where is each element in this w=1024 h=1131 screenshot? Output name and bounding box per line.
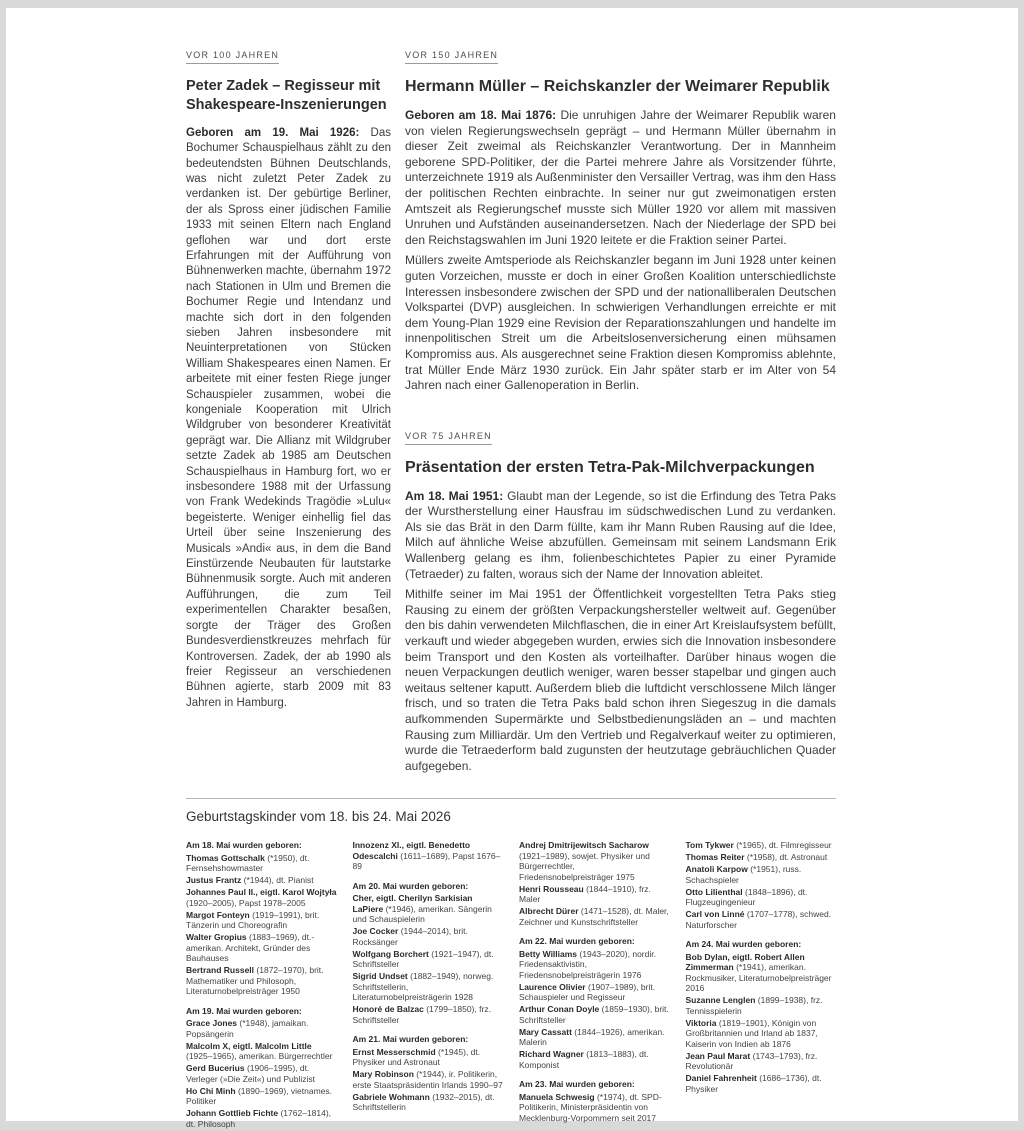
birthday-entry-details: (1944–2014), brit. Rocksänger [352, 926, 468, 947]
article-tetra-pak [405, 426, 836, 775]
birthday-entry-name: Andrej Dmitrijewitsch Sacharow [519, 840, 649, 851]
article-text: Das Bochumer Schauspielhaus zählt zu den bedeutendsten Bühnen Deutschlands, was nicht zuletzt Peter Zadek zu verdanken ist. Der gebürtige Berliner, der als Spross einer jüdischen Familie 1933 mit seinen Eltern nach England geflohen war und dort erste Erfahrungen mit der Aufführung von Bühnenwerken machte, übernahm 1972 nach Stationen in Ulm und Bremen die Bochumer Regie und Intendanz und machte sich dort in den folgenden sieben Jahren insbesondere mit Neuinterpretationen von Stücken William Shakespeares einen Namen. Er arbeitete mit einer festen Riege junger Schauspieler zusammen, wobei die kongeniale Kooperation mit Ulrich Wildgruber von besonderer Kreativität geprägt war. Die Allianz mit Wildgruber setzte Zadek ab 1985 am Deutschen Schauspielhaus in Hamburg fort, wo er insbesondere 1988 mit der Urfassung von Frank Wedekinds Tragödie »Lulu« begeisterte. Weniger einhellig fiel das Urteil über seine Inszenierung des Musicals »Andi« aus, in dem die Band Einstürzende Neubauten für lautstarke Bühnenmusik sorgte. Auch mit anderen Aufführungen, die zum Teil experimentellen Charakter besaßen, sorgte der Träger des Großen Bundesverdienstkreuzes mehrfach für Kontroversen. Zadek, der ab 1990 als freier Regisseur an verschiedenen Bühnen agierte, starb 2009 mit 83 Jahren in Hamburg. [186, 126, 391, 709]
birthday-entry-name: Otto Lilienthal [685, 886, 743, 897]
birthday-entry-details: (1906–1995), dt. Verleger (»Die Zeit«) und Publizist [186, 1063, 315, 1084]
article-hermann-mueller [405, 45, 836, 394]
birthday-entry [686, 887, 837, 908]
birthday-entry-details: (1799–1850), frz. Schriftsteller [352, 1004, 491, 1025]
birthday-entry-details: (1872–1970), brit. Mathematiker und Philosoph, Literaturnobelpreisträger 1950 [186, 965, 324, 997]
birthday-entry [186, 1041, 337, 1062]
birthdays-section [186, 798, 836, 1131]
birthday-entry-details: (*1951), russ. Schachspieler [685, 864, 802, 885]
birthday-date-header: Am 22. Mai wurden geboren: [519, 936, 635, 947]
birthday-date-header: Am 20. Mai wurden geboren: [352, 880, 469, 891]
article-paragraph: Mithilfe seiner im Mai 1951 der Öffentlichkeit vorgestellten Tetra Paks stieg Rausing zu einem der größten Verpackungshersteller weltweit auf. Gegenüber den bis dahin verwendeten Milchflaschen, die in einer Art Kreislaufsystem befüllt, verkauft und wieder abgegeben wurden, erwies sich die Innovation insbesondere beim Transport und den Kosten als vorteilhafter. Darüber hinaus wogen die neuen Verpackungen deutlich weniger, waren besser stapelbar und gingen auch weitaus seltener kaputt. Außerdem blieb die luftdicht verschlossene Milch länger frisch, und so traten die Tetra Paks bald schon ihren Siegeszug in die damals aufkommenden Supermärkte und Selbstbedienungsläden an – und machten Rausing zum Milliardär. Um den Vertrieb und Regalverkauf weiter zu optimieren, wurde die Tetraederform bald zugunsten der heutzutage gebräuchlichen Quader aufgegeben. [405, 587, 836, 773]
articles-section [186, 45, 836, 774]
right-column [405, 45, 836, 774]
birthday-entry-details: (1611–1689), Papst 1676–89 [352, 850, 501, 872]
birthday-entry-details: (*1944), ir. Politikerin, erste Staatspräsidentin Irlands 1990–97 [352, 1069, 503, 1090]
birthday-entry-name: Tom Tykwer [685, 840, 734, 851]
birthday-entry-details: (*1948), jamaikan. Popsängerin [186, 1018, 309, 1039]
article-title-tetrapak: Präsentation der ersten Tetra-Pak-Milchverpackungen [405, 458, 815, 476]
birthday-entry [353, 1092, 504, 1113]
birthday-columns [186, 840, 836, 1131]
birthday-entry-details: (*1958), dt. Astronaut [746, 852, 828, 863]
birthday-entry [186, 1086, 337, 1107]
birthday-entry-name: Sigrid Undset [352, 971, 408, 982]
birthday-entry-details: (1883–1969), dt.-amerikan. Architekt, Gründer des Bauhauses [186, 932, 315, 964]
birthday-date-header: Am 24. Mai wurden geboren: [685, 939, 802, 950]
birthday-entry [353, 971, 504, 1003]
birthday-entry-details: (1859–1930), brit. Schriftsteller [519, 1004, 669, 1025]
birthday-entry-details: (*1950), dt. Fernsehshowmaster [186, 852, 310, 874]
kicker-vor-100-jahren: VOR 100 JAHREN [186, 50, 279, 64]
birthday-entry-name: Laurence Olivier [519, 981, 586, 992]
birthday-entry-name: Betty Williams [519, 948, 578, 959]
birthday-entry [519, 1027, 670, 1048]
birthday-entry-name: Daniel Fahrenheit [685, 1073, 757, 1084]
kicker-vor-75-jahren: VOR 75 JAHREN [405, 431, 492, 445]
birthday-entry-name: Malcolm X, eigtl. Malcolm Little [186, 1040, 312, 1051]
birthday-column [519, 840, 670, 1131]
birthday-entry-name: Mary Cassatt [519, 1026, 572, 1037]
article-lead-date: Geboren am 18. Mai 1876: [405, 108, 557, 122]
birthday-entry-name: Bertrand Russell [186, 965, 255, 976]
birthday-entry [519, 1049, 670, 1070]
birthday-entry-details: (*1944), dt. Pianist [243, 875, 314, 886]
birthday-entry-details: (1844–1926), amerikan. Malerin [519, 1026, 665, 1048]
birthday-entry [353, 1047, 504, 1068]
birthday-entry-name: Grace Jones [186, 1018, 238, 1029]
birthday-entry [186, 910, 337, 931]
birthday-entry [353, 949, 504, 970]
birthday-entry-details: (1899–1938), frz. Tennisspielerin [685, 995, 823, 1016]
section-divider [186, 798, 836, 799]
birthday-entry-details: (*1945), dt. Physiker und Astronaut [352, 1046, 481, 1068]
birthday-entry-details: (1907–1989), brit. Schauspieler und Regisseur [519, 981, 656, 1003]
birthday-entry [686, 952, 837, 994]
birthday-column [686, 840, 837, 1131]
article-paragraph [405, 489, 836, 583]
birthday-entry [353, 1004, 504, 1025]
birthday-entry [686, 1073, 837, 1094]
birthday-entry-name: Mary Robinson [352, 1069, 414, 1080]
article-text: Glaubt man der Legende, so ist die Erfindung des Tetra Paks der Wurstherstellung einer Hausfrau im südschwedischen Lund zu verdanken. Als sie das Brät in den Darm füllte, kam ihr Mann Ruben Rausing auf die Idee, Milch auf ähnliche Weise abzufüllen. Gemeinsam mit seinem Landsmann Erik Wallenberg gelang es ihm, folienbeschichtetes Papier zu einer Pyramide (Tetraeder) zu falten, woraus sich der Name der Innovation ableitet. [405, 488, 837, 581]
birthday-entry [686, 840, 837, 851]
birthday-entry-name: Gerd Bucerius [186, 1063, 245, 1074]
birthday-entry-details: (1471–1528), dt. Maler, Zeichner und Kunstschriftsteller [519, 906, 669, 927]
birthday-entry-name: Viktoria [685, 1017, 717, 1028]
birthday-entry-name: Richard Wagner [519, 1049, 584, 1060]
birthday-entry [686, 995, 837, 1016]
birthday-entry-details: (*1941), amerikan. Rockmusiker, Literaturnobelpreisträger 2016 [685, 962, 832, 994]
page-content [6, 8, 1018, 1131]
article-title-zadek: Peter Zadek – Regisseur mit Shakespeare-Inszenierungen [186, 78, 387, 113]
article-peter-zadek [186, 45, 391, 774]
article-paragraph: Müllers zweite Amtsperiode als Reichskanzler begann im Juni 1928 unter keinen guten Vorzeichen, musste er doch in einer Großen Koalition unterschiedlichste Interessen insbesondere zwischen der SPD und der nationalliberalen Deutschen Volkspartei (DVP) ausgleichen. In schwierigen Verhandlungen erreichte er mit dem Young-Plan 1929 eine Revision der Reparationszahlungen und handelte im innenpolitischen Streit um die Arbeitslosenversicherung einen mühsamen Kompromiss aus. Als ausgerechnet seine Fraktion diesen Kompromiss ablehnte, trat Müller Ende März 1930 zurück. Ein Jahr später starb er im Alter von 54 Jahren nach einer Gallenoperation in Berlin. [405, 253, 836, 393]
birthday-entry-details: (1882–1949), norweg. Schriftstellerin, Literaturnobelpreisträgerin 1928 [352, 971, 494, 1003]
birthday-entry [519, 949, 670, 981]
birthday-column [353, 840, 504, 1131]
birthday-entry [686, 1051, 837, 1072]
birthday-entry-name: Suzanne Lenglen [685, 995, 756, 1006]
calendar-page [6, 8, 1018, 1129]
birthday-entry-name: Johann Gottlieb Fichte [186, 1108, 279, 1119]
birthday-entry-details: (1762–1814), dt. Philosoph [186, 1108, 332, 1129]
birthday-entry-name: Henri Rousseau [519, 883, 584, 894]
birthday-entry [519, 906, 670, 927]
birthday-entry-details: (1813–1883), dt. Komponist [519, 1049, 649, 1070]
birthday-entry [186, 887, 337, 908]
birthday-entry-details: (1919–1991), brit. Tänzerin und Choreografin [186, 909, 320, 931]
birthday-entry-name: Thomas Reiter [685, 852, 745, 863]
birthday-entry [186, 965, 337, 997]
birthday-entry [686, 1018, 837, 1050]
birthday-entry-details: (*1946), amerikan. Sängerin und Schauspielerin [352, 903, 492, 925]
birthday-entry [353, 1069, 504, 1090]
birthday-entry-details: (1743–1793), frz. Revolutionär [685, 1050, 818, 1072]
birthday-entry-details: (1890–1969), vietnames. Politiker [186, 1085, 332, 1107]
birthday-entry-details: (1686–1736), dt. Physiker [685, 1073, 822, 1094]
birthday-entry-details: (1819–1901), Königin von Großbritannien und Irland ab 1837, Kaiserin von Indien ab 1876 [685, 1017, 818, 1049]
birthday-entry-name: Ernst Messerschmid [352, 1046, 436, 1057]
birthday-entry [353, 893, 504, 925]
birthday-date-header: Am 23. Mai wurden geboren: [519, 1079, 635, 1090]
article-lead-date: Geboren am 19. Mai 1926: [186, 126, 360, 139]
birthday-entry [519, 840, 670, 882]
birthday-entry-name: Manuela Schwesig [519, 1091, 595, 1102]
article-text: Die unruhigen Jahre der Weimarer Republik waren von vielen Regierungswechseln geprägt – und Hermann Müller übernahm in dieser Zeit zweimal als Reichskanzler Verantwortung. Der in Mannheim geborene SPD-Politiker, der die Partei mehrere Jahre als Vorsitzender führte, unterzeichnete 1919 als Außenminister den Versailler Vertrag, was ihm den Hass der politischen Rechten einbrachte. In seiner nur gut zweimonatigen ersten Amtszeit als Regierungschef musste sich Müller 1920 vor allem mit massiven Unruhen und Aufständen auseinandersetzen. Nach der Niederlage der SPD bei den Reichstagswahlen im Juni 1920 leitete er die Fraktion seiner Partei. [405, 108, 836, 247]
birthday-entry [353, 926, 504, 947]
article-lead-date: Am 18. Mai 1951: [405, 488, 504, 503]
birthday-entry [353, 840, 504, 872]
birthdays-heading: Geburtstagskinder vom 18. bis 24. Mai 2026 [186, 809, 451, 825]
birthday-entry-details: (1707–1778), schwed. Naturforscher [685, 909, 832, 930]
birthday-entry-details: (1848–1896), dt. Flugzeugingenieur [685, 886, 808, 908]
birthday-entry-details: (1932–2015), dt. Schriftstellerin [352, 1091, 495, 1113]
article-title-mueller: Hermann Müller – Reichskanzler der Weimarer Republik [405, 78, 830, 95]
birthday-entry-name: Thomas Gottschalk [186, 852, 265, 863]
birthday-entry-details: (1921–1989), sowjet. Physiker und Bürgerrechtler, Friedensnobelpreisträger 1975 [519, 850, 650, 882]
birthday-entry [686, 852, 837, 863]
birthday-entry-name: Ho Chi Minh [186, 1085, 236, 1096]
birthday-entry-name: Honoré de Balzac [352, 1004, 424, 1015]
birthday-entry [519, 982, 670, 1003]
birthday-entry [519, 1004, 670, 1025]
birthday-entry [186, 853, 337, 874]
birthday-entry-name: Wolfgang Borchert [352, 948, 429, 959]
birthday-date-header: Am 18. Mai wurden geboren: [186, 840, 302, 851]
birthday-entry-details: (1920–2005), Papst 1978–2005 [186, 897, 306, 908]
birthday-entry-name: Jean Paul Marat [685, 1050, 751, 1061]
birthday-entry-name: Gabriele Wohmann [352, 1091, 430, 1102]
birthday-entry [686, 909, 837, 930]
birthday-entry-details: (1921–1947), dt. Schriftsteller [352, 948, 494, 970]
birthday-entry-name: Bob Dylan, eigtl. Robert Allen Zimmerman [685, 951, 805, 973]
birthday-entry-name: Innozenz XI., eigtl. Benedetto Odescalchi [352, 840, 471, 861]
birthday-entry-name: Margot Fonteyn [186, 909, 250, 920]
birthday-entry-name: Joe Cocker [352, 926, 399, 937]
birthday-entry-name: Carl von Linné [685, 909, 745, 920]
birthday-entry [519, 1092, 670, 1124]
birthday-entry-name: Anatoli Karpow [685, 864, 748, 875]
birthday-entry-name: Albrecht Dürer [519, 906, 579, 917]
birthday-entry-details: (1925–1965), amerikan. Bürgerrechtler [186, 1051, 333, 1062]
birthday-entry-details: (*1965), dt. Filmregisseur [736, 840, 832, 851]
birthday-entry-name: Cher, eigtl. Cherilyn Sarkisian LaPiere [352, 893, 473, 914]
birthday-entry-name: Walter Gropius [186, 932, 247, 943]
birthday-date-header: Am 19. Mai wurden geboren: [186, 1005, 302, 1016]
article-paragraph [405, 108, 836, 248]
article-paragraph [186, 126, 391, 711]
birthday-entry [186, 1108, 337, 1129]
birthday-entry [186, 1018, 337, 1039]
birthday-entry [186, 1063, 337, 1084]
birthday-entry [186, 875, 337, 886]
birthday-entry-details: (1943–2020), nordir. Friedensaktivistin, Friedensnobelpreisträgerin 1976 [519, 948, 656, 980]
birthday-entry-details: (*1974), dt. SPD-Politikerin, Ministerpräsidentin von Mecklenburg-Vorpommern seit 2017 [519, 1091, 662, 1123]
birthday-entry-name: Johannes Paul II., eigtl. Karol Wojtyła [186, 887, 337, 898]
birthday-entry [686, 864, 837, 885]
kicker-vor-150-jahren: VOR 150 JAHREN [405, 50, 498, 64]
birthday-date-header: Am 21. Mai wurden geboren: [352, 1034, 469, 1045]
birthday-entry [519, 884, 670, 905]
birthday-entry [186, 932, 337, 964]
birthday-entry-name: Justus Frantz [186, 875, 242, 886]
birthday-column [186, 840, 337, 1131]
birthday-entry-details: (1844–1910), frz. Maler [519, 883, 651, 905]
birthday-entry-name: Arthur Conan Doyle [519, 1004, 600, 1015]
